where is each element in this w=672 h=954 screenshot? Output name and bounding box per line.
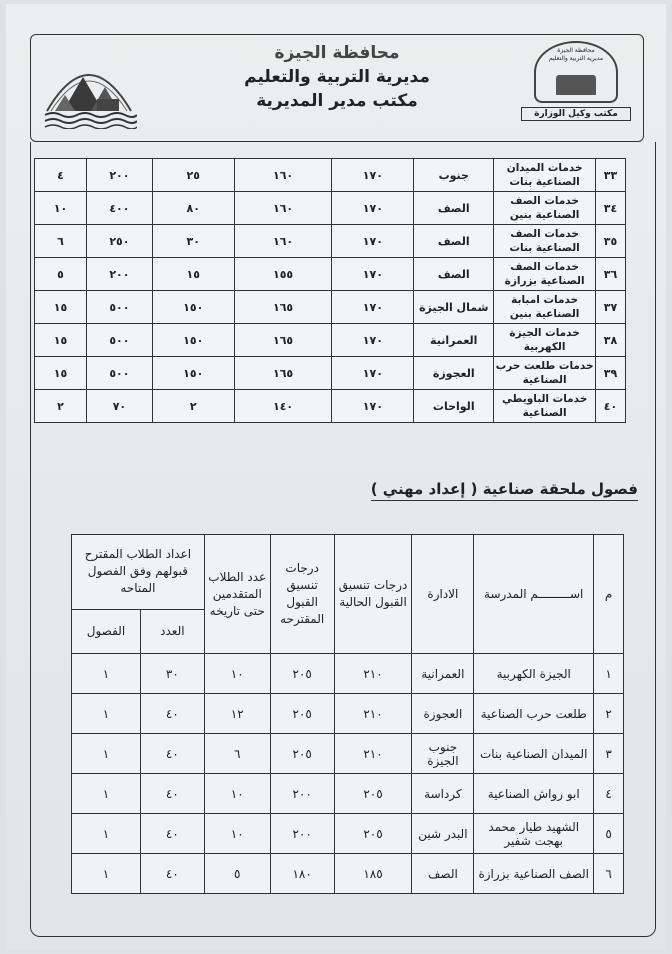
building-icon (556, 75, 596, 95)
cell-applicants: ١٠ (204, 654, 270, 694)
cell-num: ١ (594, 654, 624, 694)
cell-school: خدمات امبابة الصناعية بنين (494, 291, 596, 324)
cell-cur: ١٧٠ (332, 357, 414, 390)
cell-prop: ١٦٠ (234, 159, 332, 192)
table-row (35, 159, 626, 192)
cell-count: ٧٠ (86, 390, 152, 423)
cell-num: ٤٠ (596, 390, 626, 423)
col-header-applicants: عدد الطلاب المتقدمين حتى تاريخه (204, 535, 270, 654)
table-row (72, 854, 624, 894)
cell-school: خدمات طلعت حرب الصناعية (494, 357, 596, 390)
table-row (35, 324, 626, 357)
governorate-title: محافظة الجيزة (274, 43, 400, 63)
cell-prop: ١٨٠ (270, 854, 334, 894)
table-row (35, 258, 626, 291)
cell-prop: ٢٠٥ (270, 694, 334, 734)
cell-num: ٥ (594, 814, 624, 854)
table-row (72, 694, 624, 734)
cell-school: خدمات الصف الصناعية بزرازة (494, 258, 596, 291)
cell-count: ٤٠ (140, 694, 204, 734)
cell-count: ٢٠٠ (86, 258, 152, 291)
table-row (72, 654, 624, 694)
cell-school: ابو رواش الصناعية (474, 774, 594, 814)
letterhead-titles (161, 43, 513, 111)
col-header-school: اســـــــــم المدرسة (474, 535, 594, 654)
cell-applicants: ١٠ (204, 814, 270, 854)
cell-prop: ٢٠٠ (270, 814, 334, 854)
seal-emblem (534, 41, 618, 103)
cell-admin: جنوب الجيزة (412, 734, 474, 774)
cell-admin: شمال الجيزة (414, 291, 494, 324)
col-header-current-score: درجات تنسيق القبول الحالية (334, 535, 412, 654)
col-header-num: م (594, 535, 624, 654)
cell-applicants: ٣٠ (152, 225, 234, 258)
cell-admin: الصف (414, 258, 494, 291)
cell-count: ٥٠٠ (86, 291, 152, 324)
cell-prop: ٢٠٥ (270, 654, 334, 694)
cell-prop: ١٦٠ (234, 225, 332, 258)
cell-cur: ٢١٠ (334, 734, 412, 774)
cell-count: ٢٥٠ (86, 225, 152, 258)
cell-count: ٥٠٠ (86, 324, 152, 357)
cell-prop: ١٦٠ (234, 192, 332, 225)
cell-cur: ١٧٠ (332, 324, 414, 357)
cell-classes: ١ (72, 814, 141, 854)
cell-classes: ١ (72, 694, 141, 734)
cell-school: طلعت حرب الصناعية (474, 694, 594, 734)
cell-admin: الصف (414, 225, 494, 258)
schools-table-body (35, 159, 626, 423)
cell-prop: ٢٠٥ (270, 734, 334, 774)
cell-applicants: ١٥ (152, 258, 234, 291)
cell-count: ٥٠٠ (86, 357, 152, 390)
cell-num: ٣٣ (596, 159, 626, 192)
cell-count: ٤٠٠ (86, 192, 152, 225)
table-row (35, 192, 626, 225)
cell-cur: ١٧٠ (332, 192, 414, 225)
cell-cur: ٢١٠ (334, 654, 412, 694)
cell-classes: ١ (72, 734, 141, 774)
cell-classes: ١٥ (35, 357, 87, 390)
seal-text-1: محافظة الجيزة (557, 47, 595, 54)
cell-classes: ١ (72, 854, 141, 894)
cell-prop: ١٦٥ (234, 324, 332, 357)
cell-num: ٦ (594, 854, 624, 894)
cell-admin: العمرانية (414, 324, 494, 357)
cell-classes: ١ (72, 774, 141, 814)
cell-num: ٣٤ (596, 192, 626, 225)
cell-applicants: ٢٥ (152, 159, 234, 192)
col-header-admin: الادارة (412, 535, 474, 654)
cell-num: ٢ (594, 694, 624, 734)
cell-prop: ١٦٥ (234, 357, 332, 390)
cell-school: الميدان الصناعية بنات (474, 734, 594, 774)
cell-prop: ٢٠٠ (270, 774, 334, 814)
cell-applicants: ٥ (204, 854, 270, 894)
cell-classes: ١٠ (35, 192, 87, 225)
cell-school: الجيزة الكهربية (474, 654, 594, 694)
cell-cur: ١٧٠ (332, 291, 414, 324)
cell-num: ٣٧ (596, 291, 626, 324)
cell-count: ٤٠ (140, 734, 204, 774)
cell-cur: ٢٠٥ (334, 814, 412, 854)
cell-admin: الواحات (414, 390, 494, 423)
cell-school: الصف الصناعية بزرازة (474, 854, 594, 894)
cell-prop: ١٥٥ (234, 258, 332, 291)
cell-cur: ١٧٠ (332, 258, 414, 291)
table-row (72, 814, 624, 854)
cell-classes: ١٥ (35, 324, 87, 357)
schools-table-continued (34, 158, 626, 423)
seal-caption: مكتب وكيل الوزارة (521, 107, 631, 121)
table-row (72, 774, 624, 814)
table-row (35, 225, 626, 258)
cell-school: خدمات الباويطي الصناعية (494, 390, 596, 423)
col-header-count: العدد (140, 609, 204, 653)
cell-school: خدمات الميدان الصناعية بنات (494, 159, 596, 192)
cell-applicants: ٦ (204, 734, 270, 774)
cell-num: ٣٥ (596, 225, 626, 258)
cell-prop: ١٤٠ (234, 390, 332, 423)
cell-cur: ١٧٠ (332, 390, 414, 423)
table-row (72, 734, 624, 774)
cell-count: ٤٠ (140, 814, 204, 854)
cell-classes: ٦ (35, 225, 87, 258)
cell-applicants: ٨٠ (152, 192, 234, 225)
cell-classes: ٥ (35, 258, 87, 291)
cell-classes: ١٥ (35, 291, 87, 324)
cell-num: ٣٨ (596, 324, 626, 357)
cell-num: ٣٩ (596, 357, 626, 390)
cell-classes: ٤ (35, 159, 87, 192)
cell-num: ٤ (594, 774, 624, 814)
cell-count: ٣٠ (140, 654, 204, 694)
table-row (35, 291, 626, 324)
cell-prop: ١٦٥ (234, 291, 332, 324)
cell-school: خدمات الصف الصناعية بنات (494, 225, 596, 258)
table-row (35, 390, 626, 423)
cell-classes: ٢ (35, 390, 87, 423)
cell-classes: ١ (72, 654, 141, 694)
attached-classes-body (72, 654, 624, 894)
cell-admin: العجوزة (414, 357, 494, 390)
seal-text-2: مديرية التربية والتعليم (548, 55, 604, 62)
cell-school: خدمات الصف الصناعية بنين (494, 192, 596, 225)
ministry-seal (521, 41, 631, 135)
cell-applicants: ١٢ (204, 694, 270, 734)
cell-admin: كرداسة (412, 774, 474, 814)
cell-cur: ١٧٠ (332, 225, 414, 258)
cell-admin: جنوب (414, 159, 494, 192)
cell-admin: الصف (412, 854, 474, 894)
cell-admin: العجوزة (412, 694, 474, 734)
letterhead (30, 34, 644, 142)
cell-school: الشهيد طيار محمد بهجت شفير (474, 814, 594, 854)
cell-applicants: ١٥٠ (152, 357, 234, 390)
section-title: فصول ملحقة صناعية ( إعداد مهني ) (371, 480, 638, 501)
cell-applicants: ١٥٠ (152, 291, 234, 324)
cell-cur: ١٨٥ (334, 854, 412, 894)
col-header-classes: الفصول (72, 609, 141, 653)
cell-count: ٢٠٠ (86, 159, 152, 192)
col-header-proposed-group: اعداد الطلاب المقترح قبولهم وفق الفصول المتاحه (72, 535, 205, 610)
office-title: مكتب مدير المديرية (256, 91, 418, 111)
cell-applicants: ١٥٠ (152, 324, 234, 357)
attached-classes-table (71, 534, 624, 894)
directorate-title: مديرية التربية والتعليم (244, 67, 430, 87)
cell-admin: البدر شين (412, 814, 474, 854)
cell-cur: ٢٠٥ (334, 774, 412, 814)
cell-school: خدمات الجيزة الكهربية (494, 324, 596, 357)
table-row (35, 357, 626, 390)
pyramids-logo-icon (41, 49, 137, 129)
cell-applicants: ١٠ (204, 774, 270, 814)
cell-num: ٣٦ (596, 258, 626, 291)
cell-admin: العمرانية (412, 654, 474, 694)
cell-count: ٤٠ (140, 774, 204, 814)
col-header-proposed-score: درجات تنسيق القبول المقترحه (270, 535, 334, 654)
cell-admin: الصف (414, 192, 494, 225)
cell-count: ٤٠ (140, 854, 204, 894)
cell-cur: ١٧٠ (332, 159, 414, 192)
cell-cur: ٢١٠ (334, 694, 412, 734)
cell-applicants: ٢ (152, 390, 234, 423)
cell-num: ٣ (594, 734, 624, 774)
